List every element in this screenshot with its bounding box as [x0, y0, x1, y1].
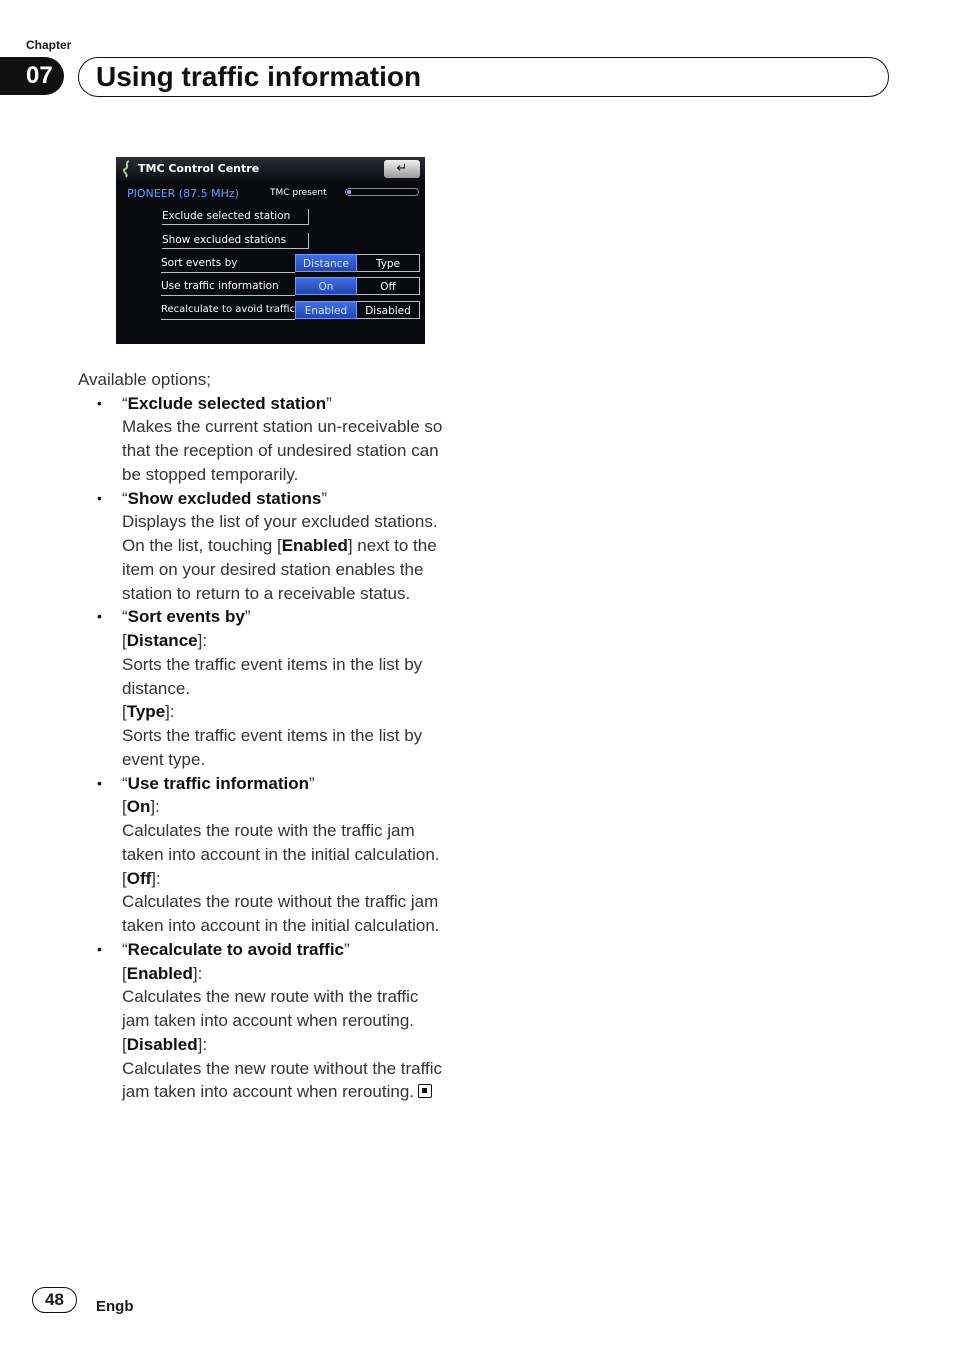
option-desc: item on your desired station enables the: [122, 560, 424, 579]
intro-text: Available options;: [78, 370, 211, 389]
sub-option: [Off]:: [122, 869, 161, 888]
chapter-label: Chapter: [26, 38, 72, 52]
option-heading: “Recalculate to avoid traffic”: [122, 940, 350, 959]
option-desc: distance.: [122, 679, 191, 698]
bullet: •: [97, 941, 102, 957]
bullet: •: [97, 775, 102, 791]
page-title: Using traffic information: [96, 61, 422, 92]
option-desc: Calculates the new route with the traffic: [122, 987, 419, 1006]
sub-option: [Disabled]:: [122, 1035, 208, 1054]
sub-option: [Distance]:: [122, 631, 208, 650]
screen-title: TMC Control Centre: [138, 162, 260, 175]
option-heading: “Exclude selected station”: [122, 394, 332, 413]
option-desc: On the list, touching [Enabled] next to the: [122, 536, 437, 555]
option-desc: jam taken into account when rerouting.: [122, 1081, 432, 1103]
back-arrow-icon[interactable]: ↵: [384, 160, 420, 178]
option-desc: taken into account in the initial calculation.: [122, 845, 440, 864]
sort-distance-button[interactable]: Distance: [295, 254, 357, 272]
option-desc: that the reception of undesired station can: [122, 441, 439, 460]
page-number: 48: [32, 1287, 77, 1313]
signal-bar: [345, 188, 419, 196]
chapter-number: 07: [0, 57, 64, 95]
row-underline: [162, 224, 308, 225]
language-code: Engb: [96, 1298, 134, 1315]
option-desc: Sorts the traffic event items in the list by: [122, 655, 423, 674]
bullet: •: [97, 490, 102, 506]
row-underline: [162, 248, 308, 249]
bullet: •: [97, 608, 102, 624]
sort-events-label: Sort events by: [161, 257, 238, 269]
recalc-enabled-button[interactable]: Enabled: [295, 301, 357, 319]
row-underline: [161, 272, 295, 273]
option-desc: Calculates the new route without the traffic: [122, 1059, 443, 1078]
option-desc: taken into account in the initial calculation.: [122, 916, 440, 935]
sort-type-button[interactable]: Type: [357, 254, 420, 272]
traffic-on-button[interactable]: On: [295, 277, 357, 295]
use-traffic-label: Use traffic information: [161, 280, 279, 292]
option-desc: event type.: [122, 750, 206, 769]
exclude-station-button[interactable]: Exclude selected station: [162, 210, 291, 222]
recalculate-label: Recalculate to avoid traffic: [161, 304, 296, 315]
option-desc: jam taken into account when rerouting.: [122, 1011, 415, 1030]
option-heading: “Sort events by”: [122, 607, 251, 626]
row-underline: [161, 295, 295, 296]
sub-option: [Type]:: [122, 702, 175, 721]
tmc-control-screen: [116, 157, 425, 344]
tmc-logo-icon: [122, 160, 132, 178]
bullet: •: [97, 395, 102, 411]
row-divider: [308, 209, 309, 225]
option-desc: Makes the current station un-receivable so: [122, 417, 443, 436]
tmc-status: TMC present: [270, 188, 327, 198]
show-excluded-button[interactable]: Show excluded stations: [162, 234, 287, 246]
option-desc: Displays the list of your excluded stations.: [122, 512, 438, 531]
recalc-disabled-button[interactable]: Disabled: [357, 301, 420, 319]
row-underline: [161, 319, 295, 320]
traffic-off-button[interactable]: Off: [357, 277, 420, 295]
option-heading: “Show excluded stations”: [122, 489, 327, 508]
station-name: PIONEER (87.5 MHz): [127, 187, 239, 200]
end-mark-icon: [418, 1084, 432, 1098]
sub-option: [On]:: [122, 797, 160, 816]
option-desc: Calculates the route with the traffic jam: [122, 821, 415, 840]
sub-option: [Enabled]:: [122, 964, 203, 983]
option-desc: Calculates the route without the traffic jam: [122, 892, 439, 911]
option-desc: station to return to a receivable status.: [122, 584, 411, 603]
option-desc: Sorts the traffic event items in the list by: [122, 726, 423, 745]
option-desc: be stopped temporarily.: [122, 465, 299, 484]
option-heading: “Use traffic information”: [122, 774, 315, 793]
row-divider: [308, 233, 309, 249]
